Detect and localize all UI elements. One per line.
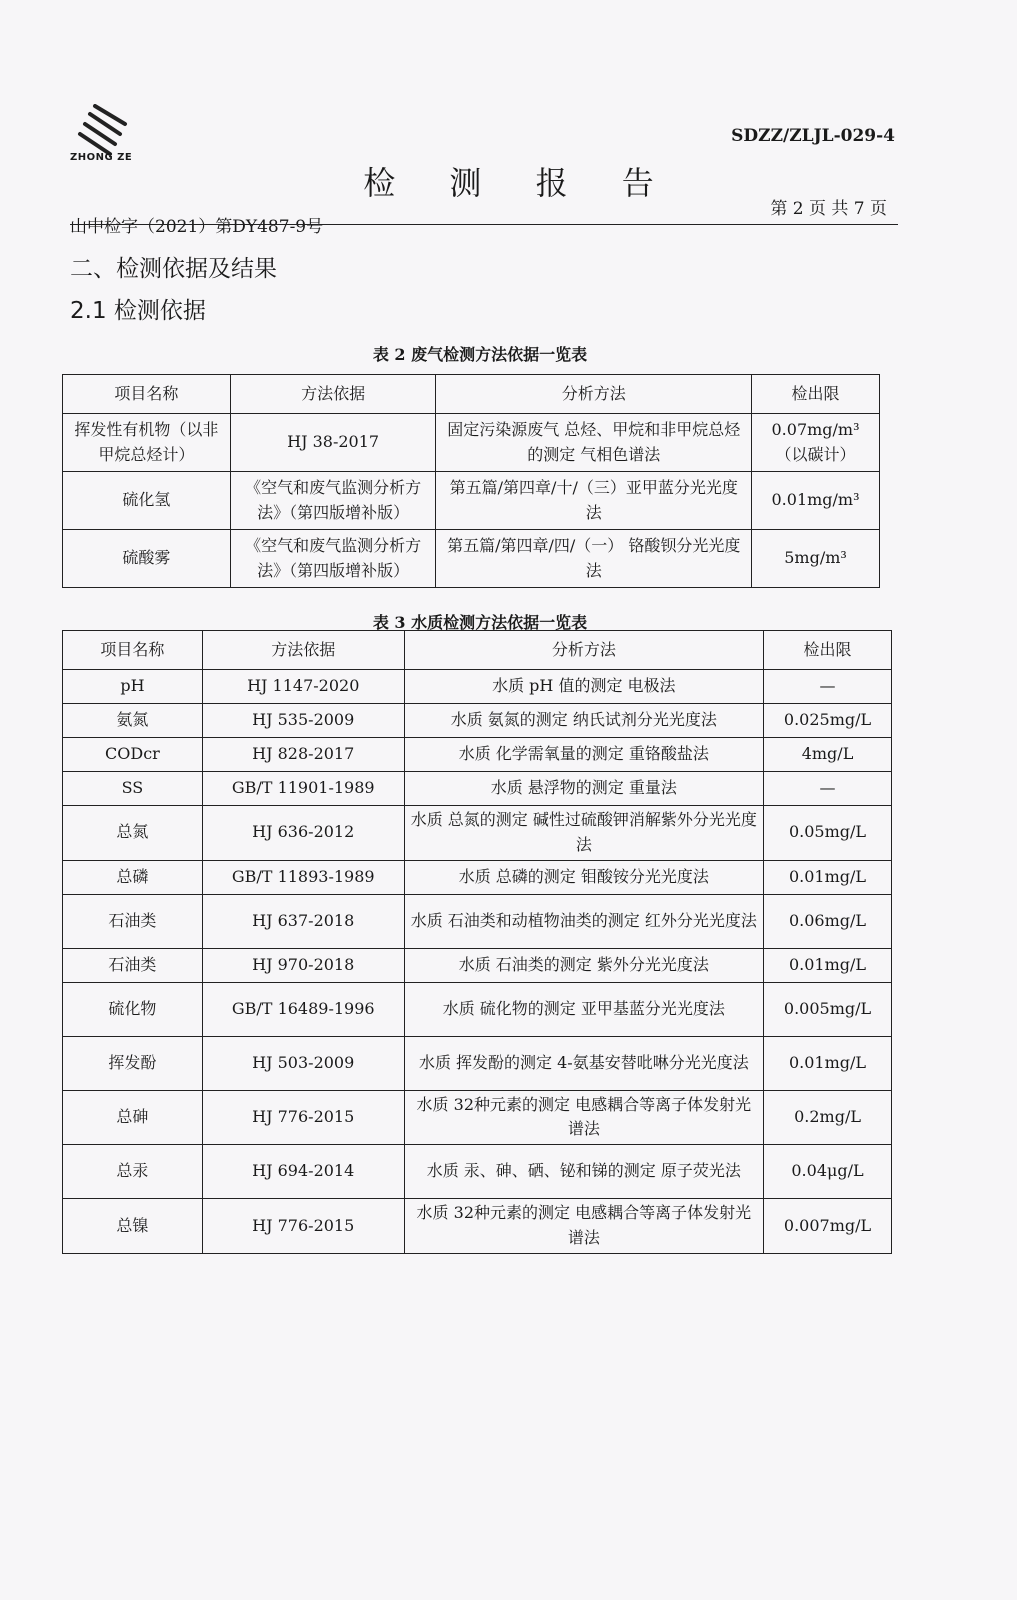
- cell-item: 总镍: [63, 1199, 203, 1254]
- cell-basis: HJ 776-2015: [202, 1199, 404, 1254]
- cell-method: 水质 悬浮物的测定 重量法: [404, 772, 763, 806]
- header-limit: 检出限: [752, 375, 880, 414]
- table2-caption: 表 2 废气检测方法依据一览表: [372, 345, 588, 364]
- cell-item: 氨氮: [63, 704, 203, 738]
- table-row: [63, 738, 892, 772]
- cell-method: 第五篇/第四章/四/（一） 铬酸钡分光光度法: [436, 530, 752, 588]
- cell-method: 第五篇/第四章/十/（三）亚甲蓝分光光度法: [436, 472, 752, 530]
- cell-method: 水质 挥发酚的测定 4-氨基安替吡啉分光光度法: [404, 1036, 763, 1090]
- cell-item: 挥发性有机物（以非甲烷总烃计）: [63, 414, 231, 472]
- cell-limit: 0.2mg/L: [764, 1090, 892, 1145]
- table-row: [63, 414, 880, 472]
- table-row: [63, 1199, 892, 1254]
- header-item: 项目名称: [63, 631, 203, 670]
- cell-basis: 《空气和废气监测分析方法》（第四版增补版）: [230, 472, 436, 530]
- water-quality-method-table: [62, 630, 892, 1254]
- table-row: [63, 472, 880, 530]
- cell-basis: GB/T 11893-1989: [202, 860, 404, 894]
- cell-method: 水质 化学需氧量的测定 重铬酸盐法: [404, 738, 763, 772]
- cell-basis: HJ 503-2009: [202, 1036, 404, 1090]
- cell-basis: HJ 776-2015: [202, 1090, 404, 1145]
- cell-limit: 0.01mg/L: [764, 948, 892, 982]
- table-row: [63, 704, 892, 738]
- cell-item: 总砷: [63, 1090, 203, 1145]
- cell-limit: 0.007mg/L: [764, 1199, 892, 1254]
- cell-method: 水质 32种元素的测定 电感耦合等离子体发射光谱法: [404, 1090, 763, 1145]
- cell-basis: HJ 637-2018: [202, 894, 404, 948]
- cell-method: 水质 石油类的测定 紫外分光光度法: [404, 948, 763, 982]
- document-code: SDZZ/ZLJL-029-4: [731, 126, 895, 146]
- table3-caption: 表 3 水质检测方法依据一览表: [372, 613, 588, 632]
- page-info: 第 2 页 共 7 页: [770, 199, 887, 219]
- table-row: [63, 894, 892, 948]
- cell-basis: HJ 694-2014: [202, 1145, 404, 1199]
- cell-limit: 5mg/m³: [752, 530, 880, 588]
- table-row: [63, 530, 880, 588]
- cell-limit: 0.07mg/m³（以碳计）: [752, 414, 880, 472]
- table-row: [63, 1090, 892, 1145]
- table-row: [63, 670, 892, 704]
- cell-item: 总磷: [63, 860, 203, 894]
- cell-basis: HJ 828-2017: [202, 738, 404, 772]
- cell-method: 水质 总氮的测定 碱性过硫酸钾消解紫外分光光度法: [404, 806, 763, 861]
- cell-item: 硫酸雾: [63, 530, 231, 588]
- cell-method: 水质 硫化物的测定 亚甲基蓝分光光度法: [404, 982, 763, 1036]
- cell-limit: 0.01mg/L: [764, 860, 892, 894]
- table-row: [63, 1036, 892, 1090]
- subsection-title: 2.1 检测依据: [70, 298, 206, 324]
- cell-limit: —: [764, 670, 892, 704]
- cell-limit: 0.005mg/L: [764, 982, 892, 1036]
- header-method: 分析方法: [436, 375, 752, 414]
- header-basis: 方法依据: [230, 375, 436, 414]
- cell-item: 硫化氢: [63, 472, 231, 530]
- cell-limit: 0.01mg/m³: [752, 472, 880, 530]
- cell-limit: 0.04μg/L: [764, 1145, 892, 1199]
- section-title: 二、检测依据及结果: [70, 256, 277, 282]
- cell-limit: 0.06mg/L: [764, 894, 892, 948]
- report-number: 山中检字（2021）第DY487-9号: [70, 217, 324, 237]
- cell-method: 水质 总磷的测定 钼酸铵分光光度法: [404, 860, 763, 894]
- cell-method: 固定污染源废气 总烃、甲烷和非甲烷总烃的测定 气相色谱法: [436, 414, 752, 472]
- header-basis: 方法依据: [202, 631, 404, 670]
- header-method: 分析方法: [404, 631, 763, 670]
- cell-method: 水质 汞、砷、硒、铋和锑的测定 原子荧光法: [404, 1145, 763, 1199]
- table-row: [63, 982, 892, 1036]
- cell-method: 水质 氨氮的测定 纳氏试剂分光光度法: [404, 704, 763, 738]
- cell-basis: 《空气和废气监测分析方法》（第四版增补版）: [230, 530, 436, 588]
- cell-basis: HJ 38-2017: [230, 414, 436, 472]
- cell-method: 水质 pH 值的测定 电极法: [404, 670, 763, 704]
- cell-basis: HJ 535-2009: [202, 704, 404, 738]
- cell-limit: 4mg/L: [764, 738, 892, 772]
- table-row: [63, 806, 892, 861]
- cell-method: 水质 32种元素的测定 电感耦合等离子体发射光谱法: [404, 1199, 763, 1254]
- cell-basis: HJ 970-2018: [202, 948, 404, 982]
- cell-method: 水质 石油类和动植物油类的测定 红外分光光度法: [404, 894, 763, 948]
- cell-limit: 0.05mg/L: [764, 806, 892, 861]
- cell-limit: —: [764, 772, 892, 806]
- cell-limit: 0.025mg/L: [764, 704, 892, 738]
- cell-basis: HJ 636-2012: [202, 806, 404, 861]
- report-title: 检 测 报 告: [363, 164, 676, 202]
- table-header-row: [63, 375, 880, 414]
- cell-basis: GB/T 11901-1989: [202, 772, 404, 806]
- cell-item: SS: [63, 772, 203, 806]
- cell-item: 硫化物: [63, 982, 203, 1036]
- cell-item: 总氮: [63, 806, 203, 861]
- cell-item: pH: [63, 670, 203, 704]
- cell-item: 总汞: [63, 1145, 203, 1199]
- cell-item: CODcr: [63, 738, 203, 772]
- header-item: 项目名称: [63, 375, 231, 414]
- table-header-row: [63, 631, 892, 670]
- table-row: [63, 772, 892, 806]
- table-row: [63, 1145, 892, 1199]
- cell-item: 石油类: [63, 894, 203, 948]
- waste-gas-method-table: [62, 374, 880, 588]
- header-rule: [70, 224, 898, 225]
- cell-item: 石油类: [63, 948, 203, 982]
- cell-item: 挥发酚: [63, 1036, 203, 1090]
- cell-limit: 0.01mg/L: [764, 1036, 892, 1090]
- table-row: [63, 860, 892, 894]
- header-limit: 检出限: [764, 631, 892, 670]
- table-row: [63, 948, 892, 982]
- cell-basis: GB/T 16489-1996: [202, 982, 404, 1036]
- cell-basis: HJ 1147-2020: [202, 670, 404, 704]
- logo-text: ZHONG ZE: [70, 152, 133, 163]
